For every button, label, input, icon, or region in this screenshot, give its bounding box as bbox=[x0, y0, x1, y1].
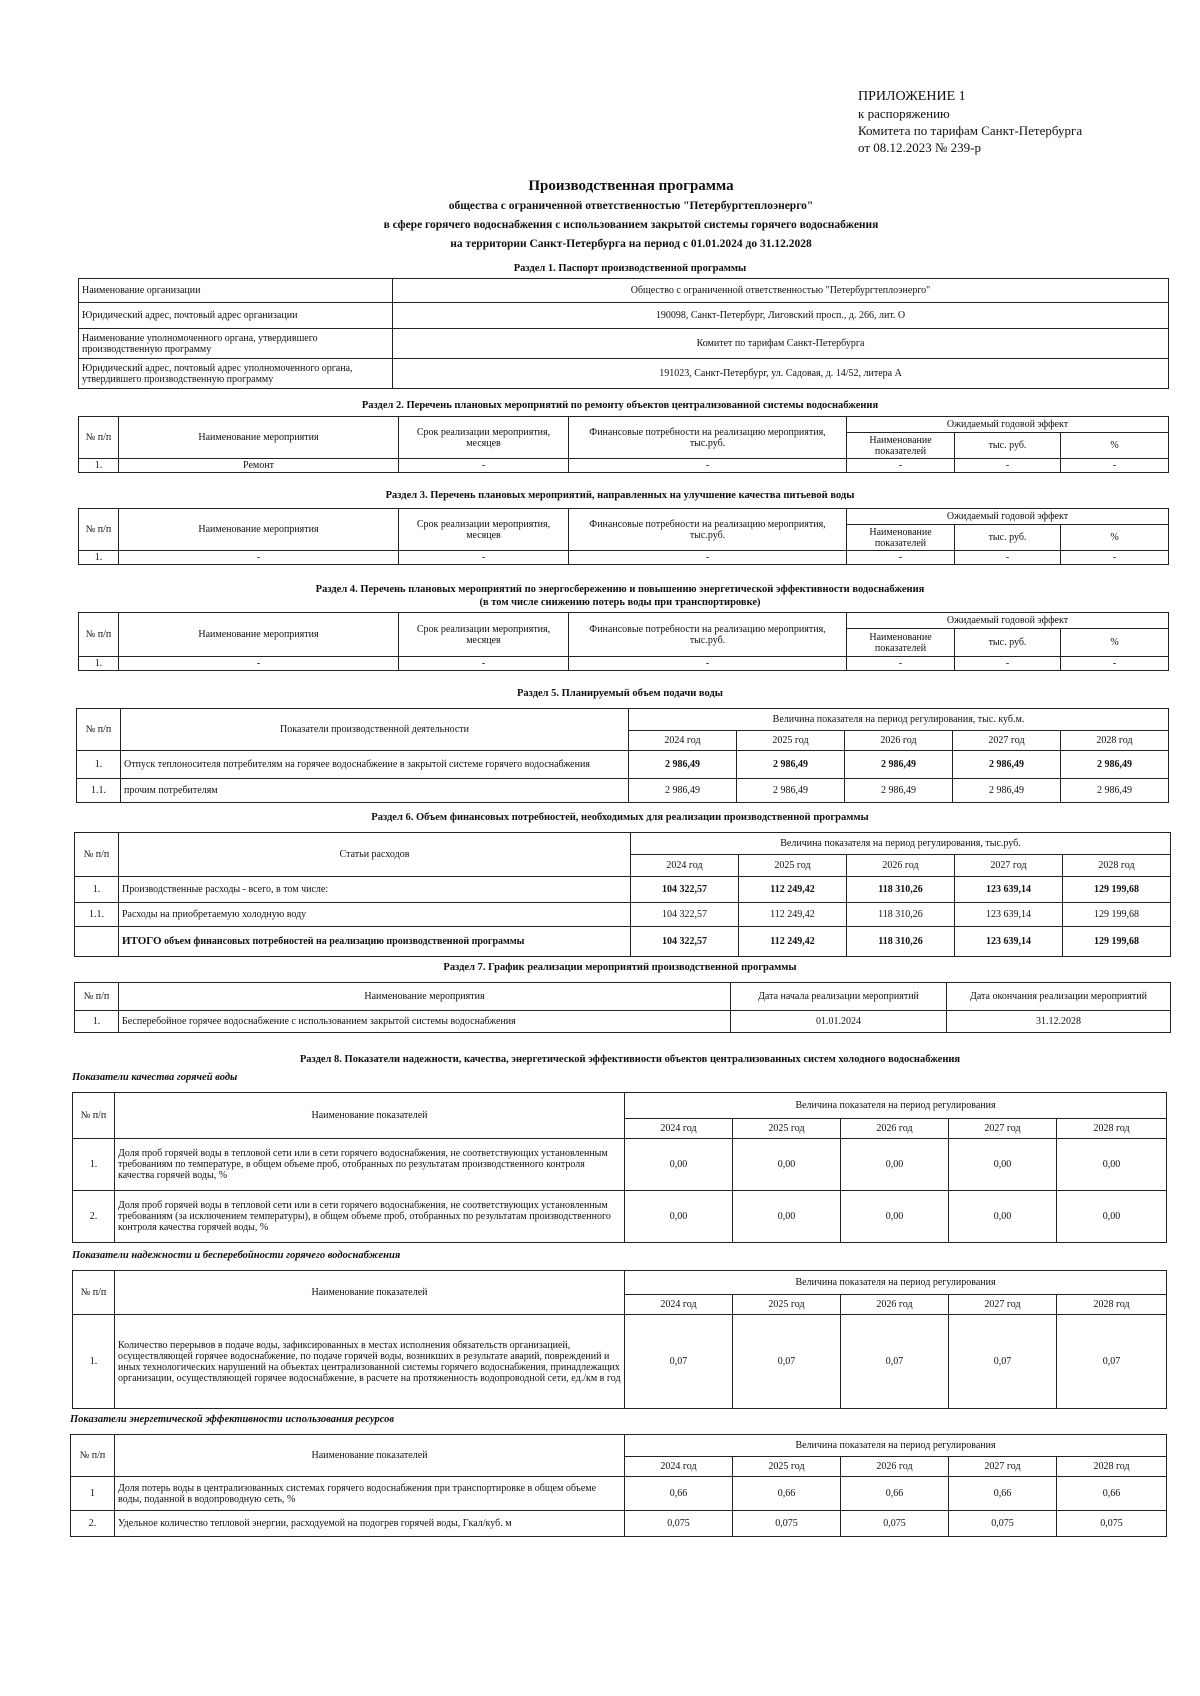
section-1-table bbox=[78, 278, 1169, 389]
table-row bbox=[75, 927, 1171, 957]
table-cell: - bbox=[955, 459, 1061, 473]
table-cell: - bbox=[399, 459, 569, 473]
table-cell: 1. bbox=[75, 1011, 119, 1033]
col-header: тыс. руб. bbox=[955, 433, 1061, 459]
year-header: 2028 год bbox=[1063, 855, 1171, 877]
section-8-energy-table bbox=[70, 1434, 1167, 1537]
section-4-table bbox=[78, 612, 1169, 671]
section-1-title: Раздел 1. Паспорт производственной программы bbox=[513, 263, 747, 274]
table-cell: - bbox=[399, 551, 569, 565]
table-row bbox=[79, 459, 1169, 473]
total-label-rest: объем финансовых потребностей на реализацию производственной программы bbox=[161, 936, 525, 947]
reliability-subtitle: Показатели надежности и бесперебойности горячего водоснабжения bbox=[72, 1250, 401, 1261]
total-label: ИТОГО bbox=[122, 935, 162, 947]
passport-value: 191023, Санкт-Петербург, ул. Садовая, д. 14/52, литера А bbox=[393, 359, 1169, 389]
col-header: Наименование мероприятия bbox=[119, 983, 731, 1011]
year-header: 2026 год bbox=[841, 1457, 949, 1477]
value-cell: 0,075 bbox=[949, 1511, 1057, 1537]
table-row bbox=[77, 709, 1169, 731]
table-row bbox=[73, 1139, 1167, 1191]
value-cell: 118 310,26 bbox=[847, 927, 955, 957]
year-header: 2027 год bbox=[955, 855, 1063, 877]
col-header: Дата окончания реализации мероприятий bbox=[947, 983, 1171, 1011]
year-header: 2024 год bbox=[625, 1295, 733, 1315]
col-header: Ожидаемый годовой эффект bbox=[847, 417, 1169, 433]
col-header: Величина показателя на период регулирования bbox=[625, 1093, 1167, 1119]
table-row bbox=[73, 1093, 1167, 1119]
table-cell: 1. bbox=[79, 551, 119, 565]
value-cell: 129 199,68 bbox=[1063, 903, 1171, 927]
col-header: № п/п bbox=[79, 509, 119, 551]
col-header: № п/п bbox=[79, 613, 119, 657]
table-row bbox=[79, 417, 1169, 433]
value-cell: 2 986,49 bbox=[737, 779, 845, 803]
table-cell: - bbox=[955, 551, 1061, 565]
section-4-title: Раздел 4. Перечень плановых мероприятий по энергосбережению и повышению энергетической эффективности водоснабжения bbox=[315, 584, 925, 595]
value-cell: 112 249,42 bbox=[739, 903, 847, 927]
value-cell: 118 310,26 bbox=[847, 903, 955, 927]
col-header: Наименование мероприятия bbox=[119, 509, 399, 551]
value-cell: 0,00 bbox=[733, 1191, 841, 1243]
year-header: 2028 год bbox=[1057, 1457, 1167, 1477]
table-cell: - bbox=[1061, 551, 1169, 565]
value-cell: 0,66 bbox=[1057, 1477, 1167, 1511]
col-header: Финансовые потребности на реализацию мероприятия, тыс.руб. bbox=[569, 417, 847, 459]
table-cell: - bbox=[569, 551, 847, 565]
year-header: 2026 год bbox=[845, 731, 953, 751]
value-cell: 0,07 bbox=[625, 1315, 733, 1409]
col-header: Наименование показателей bbox=[847, 525, 955, 551]
col-header: Наименование показателей bbox=[847, 433, 955, 459]
passport-value: 190098, Санкт-Петербург, Лиговский просп., д. 266, лит. О bbox=[393, 303, 1169, 329]
col-header: Величина показателя на период регулирования bbox=[625, 1271, 1167, 1295]
table-row bbox=[79, 303, 1169, 329]
col-header: Наименование показателей bbox=[115, 1093, 625, 1139]
col-header: тыс. руб. bbox=[955, 525, 1061, 551]
col-header: № п/п bbox=[75, 983, 119, 1011]
section-6-table bbox=[74, 832, 1171, 957]
table-row bbox=[79, 657, 1169, 671]
table-row bbox=[75, 833, 1171, 855]
value-cell: 0,075 bbox=[733, 1511, 841, 1537]
col-header: № п/п bbox=[71, 1435, 115, 1477]
col-header: № п/п bbox=[73, 1093, 115, 1139]
quality-subtitle: Показатели качества горячей воды bbox=[72, 1072, 238, 1083]
table-cell: 1. bbox=[73, 1139, 115, 1191]
section-5-title: Раздел 5. Планируемый объем подачи воды bbox=[517, 688, 723, 699]
col-header: Срок реализации мероприятия, месяцев bbox=[399, 509, 569, 551]
table-cell: - bbox=[569, 459, 847, 473]
table-cell: 1.1. bbox=[77, 779, 121, 803]
year-header: 2024 год bbox=[631, 855, 739, 877]
table-row bbox=[79, 551, 1169, 565]
table-cell bbox=[75, 927, 119, 957]
table-row bbox=[75, 1011, 1171, 1033]
year-header: 2026 год bbox=[841, 1119, 949, 1139]
table-cell: 31.12.2028 bbox=[947, 1011, 1171, 1033]
table-cell: Доля проб горячей воды в тепловой сети или в сети горячего водоснабжения, не соответствующих установленным требованиям (за исключением температуры), в общем объеме проб, отобранных по результатам производственного контроля качества горячей воды, % bbox=[115, 1191, 625, 1243]
passport-label: Наименование организации bbox=[79, 279, 393, 303]
table-cell: Удельное количество тепловой энергии, расходуемой на подогрев горячей воды, Гкал/куб. м bbox=[115, 1511, 625, 1537]
value-cell: 112 249,42 bbox=[739, 877, 847, 903]
table-cell: Отпуск теплоносителя потребителям на горячее водоснабжение в закрытой системе горячего водоснабжения bbox=[121, 751, 629, 779]
value-cell: 0,07 bbox=[841, 1315, 949, 1409]
appendix-line-4: от 08.12.2023 № 239-р bbox=[858, 140, 981, 155]
value-cell: 0,075 bbox=[841, 1511, 949, 1537]
section-7-title: Раздел 7. График реализации мероприятий производственной программы bbox=[443, 962, 797, 973]
passport-value: Комитет по тарифам Санкт-Петербурга bbox=[393, 329, 1169, 359]
table-cell: - bbox=[847, 551, 955, 565]
document-title: Производственная программа bbox=[528, 178, 734, 194]
table-cell: - bbox=[119, 657, 399, 671]
table-cell: Доля проб горячей воды в тепловой сети или в сети горячего водоснабжения, не соответствующих установленным требованиям по температуре, в общем объеме проб, отобранных по результатам производственного контроля качества горячей воды, % bbox=[115, 1139, 625, 1191]
value-cell: 104 322,57 bbox=[631, 877, 739, 903]
year-header: 2026 год bbox=[841, 1295, 949, 1315]
value-cell: 129 199,68 bbox=[1063, 927, 1171, 957]
value-cell: 104 322,57 bbox=[631, 903, 739, 927]
col-header: % bbox=[1061, 433, 1169, 459]
year-header: 2027 год bbox=[949, 1295, 1057, 1315]
table-row bbox=[77, 779, 1169, 803]
year-header: 2024 год bbox=[629, 731, 737, 751]
appendix-line-1: ПРИЛОЖЕНИЕ 1 bbox=[858, 89, 966, 104]
value-cell: 123 639,14 bbox=[955, 903, 1063, 927]
table-row bbox=[79, 613, 1169, 629]
table-cell: 1. bbox=[73, 1315, 115, 1409]
table-cell: 2. bbox=[73, 1191, 115, 1243]
value-cell: 2 986,49 bbox=[1061, 779, 1169, 803]
table-cell: - bbox=[955, 657, 1061, 671]
year-header: 2028 год bbox=[1057, 1119, 1167, 1139]
value-cell: 0,66 bbox=[733, 1477, 841, 1511]
col-header: Срок реализации мероприятия, месяцев bbox=[399, 613, 569, 657]
value-cell: 0,00 bbox=[841, 1191, 949, 1243]
year-header: 2028 год bbox=[1061, 731, 1169, 751]
col-header: Показатели производственной деятельности bbox=[121, 709, 629, 751]
year-header: 2025 год bbox=[739, 855, 847, 877]
value-cell: 0,07 bbox=[733, 1315, 841, 1409]
table-cell: 1. bbox=[79, 657, 119, 671]
col-header: Величина показателя на период регулирования bbox=[625, 1435, 1167, 1457]
year-header: 2026 год bbox=[847, 855, 955, 877]
col-header: Наименование показателей bbox=[115, 1435, 625, 1477]
year-header: 2025 год bbox=[733, 1457, 841, 1477]
section-8-reliability-table bbox=[72, 1270, 1167, 1409]
table-row bbox=[79, 329, 1169, 359]
appendix-line-3: Комитета по тарифам Санкт-Петербурга bbox=[858, 123, 1083, 138]
col-header: Финансовые потребности на реализацию мероприятия, тыс.руб. bbox=[569, 613, 847, 657]
section-2-title: Раздел 2. Перечень плановых мероприятий по ремонту объектов централизованной системы водоснабжения bbox=[361, 400, 879, 411]
table-row bbox=[75, 903, 1171, 927]
section-5-table bbox=[76, 708, 1169, 803]
value-cell: 2 986,49 bbox=[629, 751, 737, 779]
value-cell: 0,00 bbox=[625, 1139, 733, 1191]
col-header: тыс. руб. bbox=[955, 629, 1061, 657]
table-row bbox=[77, 751, 1169, 779]
table-row bbox=[75, 983, 1171, 1011]
value-cell: 112 249,42 bbox=[739, 927, 847, 957]
col-header: Наименование мероприятия bbox=[119, 417, 399, 459]
table-cell: прочим потребителям bbox=[121, 779, 629, 803]
col-header: Величина показателя на период регулирования, тыс. куб.м. bbox=[629, 709, 1169, 731]
value-cell: 0,075 bbox=[1057, 1511, 1167, 1537]
value-cell: 2 986,49 bbox=[845, 779, 953, 803]
table-row bbox=[75, 877, 1171, 903]
section-8-quality-table bbox=[72, 1092, 1167, 1243]
value-cell: 0,66 bbox=[625, 1477, 733, 1511]
section-6-title: Раздел 6. Объем финансовых потребностей, необходимых для реализации производственной программы bbox=[371, 812, 869, 823]
appendix-header bbox=[858, 88, 1082, 156]
table-cell: Расходы на приобретаемую холодную воду bbox=[119, 903, 631, 927]
table-cell: 1. bbox=[79, 459, 119, 473]
document-subtitle-2: в сфере горячего водоснабжения с использованием закрытой системы горячего водоснабжения bbox=[383, 219, 879, 231]
table-row bbox=[71, 1477, 1167, 1511]
value-cell: 2 986,49 bbox=[737, 751, 845, 779]
section-3-title: Раздел 3. Перечень плановых мероприятий, направленных на улучшение качества питьевой воды bbox=[385, 490, 855, 501]
year-header: 2028 год bbox=[1057, 1295, 1167, 1315]
table-row bbox=[73, 1315, 1167, 1409]
col-header: Срок реализации мероприятия, месяцев bbox=[399, 417, 569, 459]
year-header: 2027 год bbox=[949, 1457, 1057, 1477]
col-header: Ожидаемый годовой эффект bbox=[847, 613, 1169, 629]
col-header: Статьи расходов bbox=[119, 833, 631, 877]
value-cell: 123 639,14 bbox=[955, 877, 1063, 903]
passport-label: Юридический адрес, почтовый адрес организации bbox=[79, 303, 393, 329]
value-cell: 0,00 bbox=[733, 1139, 841, 1191]
table-cell: 01.01.2024 bbox=[731, 1011, 947, 1033]
col-header: Величина показателя на период регулирования, тыс.руб. bbox=[631, 833, 1171, 855]
value-cell: 0,66 bbox=[949, 1477, 1057, 1511]
table-row bbox=[71, 1435, 1167, 1457]
value-cell: 0,00 bbox=[949, 1139, 1057, 1191]
year-header: 2027 год bbox=[953, 731, 1061, 751]
passport-label: Наименование уполномоченного органа, утвердившего производственную программу bbox=[79, 329, 393, 359]
col-header: Финансовые потребности на реализацию мероприятия, тыс.руб. bbox=[569, 509, 847, 551]
section-7-table bbox=[74, 982, 1171, 1033]
value-cell: 0,07 bbox=[1057, 1315, 1167, 1409]
table-cell: Производственные расходы - всего, в том числе: bbox=[119, 877, 631, 903]
year-header: 2024 год bbox=[625, 1119, 733, 1139]
col-header: № п/п bbox=[75, 833, 119, 877]
year-header: 2024 год bbox=[625, 1457, 733, 1477]
value-cell: 2 986,49 bbox=[845, 751, 953, 779]
section-3-table bbox=[78, 508, 1169, 565]
value-cell: 123 639,14 bbox=[955, 927, 1063, 957]
col-header: № п/п bbox=[77, 709, 121, 751]
value-cell: 0,07 bbox=[949, 1315, 1057, 1409]
table-row bbox=[79, 279, 1169, 303]
year-header: 2025 год bbox=[733, 1295, 841, 1315]
value-cell: 104 322,57 bbox=[631, 927, 739, 957]
col-header: № п/п bbox=[73, 1271, 115, 1315]
energy-subtitle: Показатели энергетической эффективности использования ресурсов bbox=[70, 1414, 395, 1425]
table-cell: 1 bbox=[71, 1477, 115, 1511]
table-cell: - bbox=[1061, 459, 1169, 473]
table-cell: - bbox=[847, 459, 955, 473]
table-row bbox=[71, 1511, 1167, 1537]
section-4-title-2: (в том числе снижению потерь воды при транспортировке) bbox=[479, 597, 761, 608]
value-cell: 0,00 bbox=[949, 1191, 1057, 1243]
year-header: 2027 год bbox=[949, 1119, 1057, 1139]
table-cell: Ремонт bbox=[119, 459, 399, 473]
table-cell: 1.1. bbox=[75, 903, 119, 927]
col-header: Наименование показателей bbox=[115, 1271, 625, 1315]
table-cell: 1. bbox=[77, 751, 121, 779]
year-header: 2025 год bbox=[737, 731, 845, 751]
document-subtitle-1: общества с ограниченной ответственностью "Петербургтеплоэнерго" bbox=[448, 200, 814, 212]
passport-value: Общество с ограниченной ответственностью "Петербургтеплоэнерго" bbox=[393, 279, 1169, 303]
table-cell: 1. bbox=[75, 877, 119, 903]
table-cell: Количество перерывов в подаче воды, зафиксированных в местах исполнения обязательств организацией, осуществляющей горячее водоснабжение, по подаче горячей воды, возникших в результате аварий, повреждений и иных технологических нарушений на объектах централизованной системы горячего водоснабжения, принадлежащих организации, осуществляющей горячее водоснабжение, в расчете на протяженность водопроводной сети, ед./км в год bbox=[115, 1315, 625, 1409]
passport-label: Юридический адрес, почтовый адрес уполномоченного органа, утвердившего производственную программу bbox=[79, 359, 393, 389]
col-header: % bbox=[1061, 525, 1169, 551]
table-cell: Бесперебойное горячее водоснабжение с использованием закрытой системы водоснабжения bbox=[119, 1011, 731, 1033]
value-cell: 0,00 bbox=[1057, 1139, 1167, 1191]
value-cell: 118 310,26 bbox=[847, 877, 955, 903]
document-subtitle-3: на территории Санкт-Петербурга на период с 01.01.2024 до 31.12.2028 bbox=[450, 238, 812, 250]
table-cell: 2. bbox=[71, 1511, 115, 1537]
col-header: Наименование показателей bbox=[847, 629, 955, 657]
col-header: Наименование мероприятия bbox=[119, 613, 399, 657]
value-cell: 2 986,49 bbox=[1061, 751, 1169, 779]
table-row bbox=[79, 359, 1169, 389]
value-cell: 0,00 bbox=[625, 1191, 733, 1243]
table-row bbox=[79, 509, 1169, 525]
table-cell: - bbox=[119, 551, 399, 565]
value-cell: 2 986,49 bbox=[953, 779, 1061, 803]
table-cell: - bbox=[1061, 657, 1169, 671]
table-row bbox=[73, 1271, 1167, 1295]
table-cell: - bbox=[399, 657, 569, 671]
value-cell: 2 986,49 bbox=[953, 751, 1061, 779]
value-cell: 2 986,49 bbox=[629, 779, 737, 803]
value-cell: 0,00 bbox=[841, 1139, 949, 1191]
col-header: % bbox=[1061, 629, 1169, 657]
section-8-title: Раздел 8. Показатели надежности, качества, энергетической эффективности объектов централизованных систем холодного водоснабжения bbox=[299, 1054, 961, 1065]
col-header: Ожидаемый годовой эффект bbox=[847, 509, 1169, 525]
year-header: 2025 год bbox=[733, 1119, 841, 1139]
col-header: Дата начала реализации мероприятий bbox=[731, 983, 947, 1011]
table-cell: Доля потерь воды в централизованных системах горячего водоснабжения при транспортировке в общем объеме воды, поданной в водопроводную сеть, % bbox=[115, 1477, 625, 1511]
table-row bbox=[73, 1191, 1167, 1243]
table-cell: - bbox=[847, 657, 955, 671]
table-cell: - bbox=[569, 657, 847, 671]
col-header: № п/п bbox=[79, 417, 119, 459]
value-cell: 0,00 bbox=[1057, 1191, 1167, 1243]
value-cell: 0,075 bbox=[625, 1511, 733, 1537]
appendix-line-2: к распоряжению bbox=[858, 106, 950, 121]
value-cell: 129 199,68 bbox=[1063, 877, 1171, 903]
value-cell: 0,66 bbox=[841, 1477, 949, 1511]
section-2-table bbox=[78, 416, 1169, 473]
